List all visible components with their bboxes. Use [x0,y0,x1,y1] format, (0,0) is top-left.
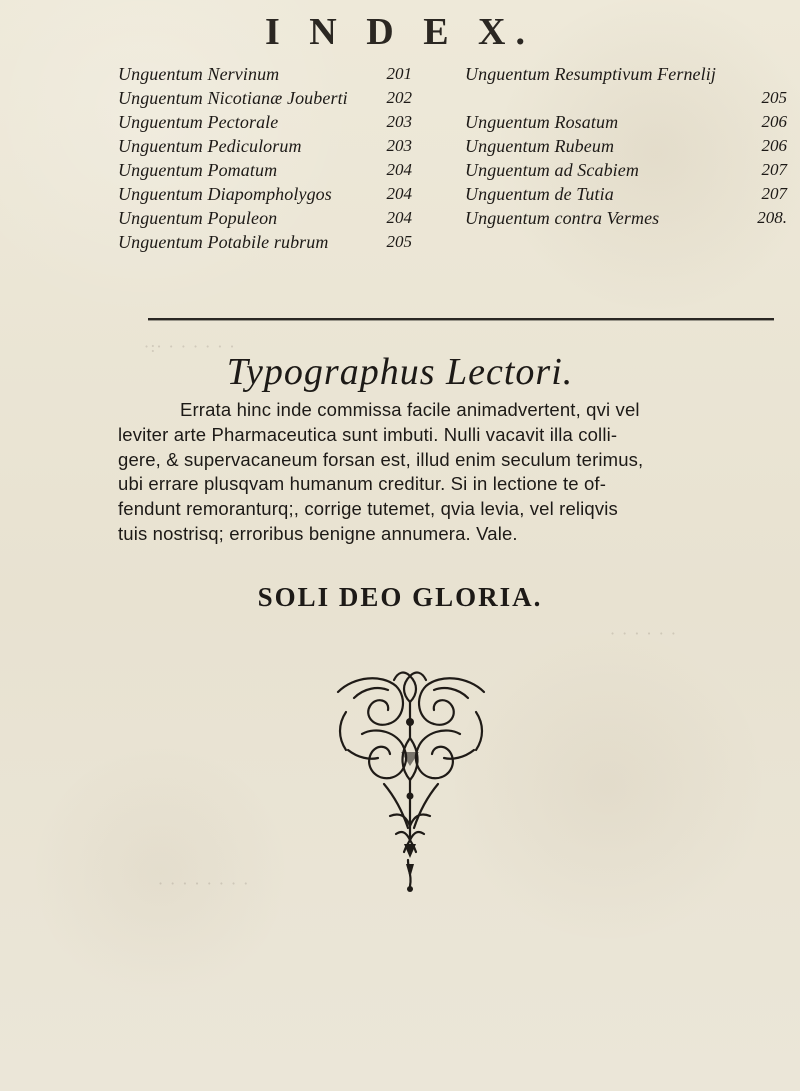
index-entry [118,230,418,254]
index-entry-title: Unguentum Potabile rubrum [118,232,329,252]
index-entry [465,182,795,206]
index-entry-page: 206 [761,112,787,131]
text-line: tuis nostrisq; erroribus benigne annumera. Vale. [118,522,518,544]
index-entry-title: Unguentum Diapompholygos [118,184,332,204]
ornament-icon [320,664,502,900]
bleed-through-left: ·:· · · · · · · [144,337,236,356]
bleed-through-right: · · · · · · [610,624,677,643]
index-entry-title: Unguentum Pectorale [118,112,279,132]
index-entry [465,110,795,134]
index-entry-page: 208. [757,208,787,227]
index-entry [465,62,795,86]
text-line: fendunt remoranturq;, corrige tutemet, qvia levia, vel reliqvis [118,498,618,520]
text-line: gere, & supervacaneum forsan est, illud enim seculum terimus, [118,448,644,470]
index-entry [465,134,795,158]
index-entry [465,158,795,182]
index-entry [118,110,418,134]
index-entry-page: 207 [761,160,787,179]
index-entry-title: Unguentum Rosatum [465,112,619,132]
index-left-column [118,62,418,254]
text-line: leviter arte Pharmaceutica sunt imbuti. Nulli vacavit illa colli- [118,423,618,445]
running-head: I N D E X. [265,11,535,53]
index-entry-page: 202 [386,88,412,107]
section-heading: Typographus Lectori. [226,351,574,393]
section-rule [148,318,774,320]
index-entry [118,86,418,110]
index-entry [118,62,418,86]
index-entry-title: Unguentum Resumptivum Fernelij [465,64,716,84]
index-entry-page: 207 [761,184,787,203]
index-entry-title: Unguentum Nervinum [118,64,280,84]
index-entry [118,206,418,230]
text-line: ubi errare plusqvam humanum creditur. Si in lectione te of- [118,473,607,495]
index-entry-page: 204 [386,208,412,227]
index-entry-title: Unguentum Nicotianæ Jouberti [118,88,348,108]
index-entry-title: Unguentum contra Vermes [465,208,660,228]
index-entry-page: 203 [386,136,412,155]
index-entry [118,158,418,182]
index-entry-page: 205 [761,88,787,107]
index-entry-title: Unguentum Pomatum [118,160,278,180]
index-entry-page: 204 [386,184,412,203]
index-entry-page: 201 [386,64,412,83]
errata-text [118,398,778,547]
bleed-through-lower: · · · · · · · · [158,874,250,893]
index-entry-page: 203 [386,112,412,131]
index-entry-continuation [465,86,795,110]
index-right-column [465,62,795,230]
index-entry-page: 206 [761,136,787,155]
index-entry [465,206,795,230]
index-entry-title: Unguentum Pediculorum [118,136,302,156]
index-entry-title: Unguentum Rubeum [465,136,615,156]
index-entry-title: Unguentum Populeon [118,208,278,228]
index-entry-page: 204 [386,160,412,179]
index-entry [118,134,418,158]
index-entry [118,182,418,206]
index-entry-page: 205 [386,232,412,251]
text-line: Errata hinc inde commissa facile animadvertent, qvi vel [180,399,640,420]
index-entry-title: Unguentum de Tutia [465,184,614,204]
index-entry-title: Unguentum ad Scabiem [465,160,639,180]
closing-motto: SOLI DEO GLORIA. [257,582,543,612]
